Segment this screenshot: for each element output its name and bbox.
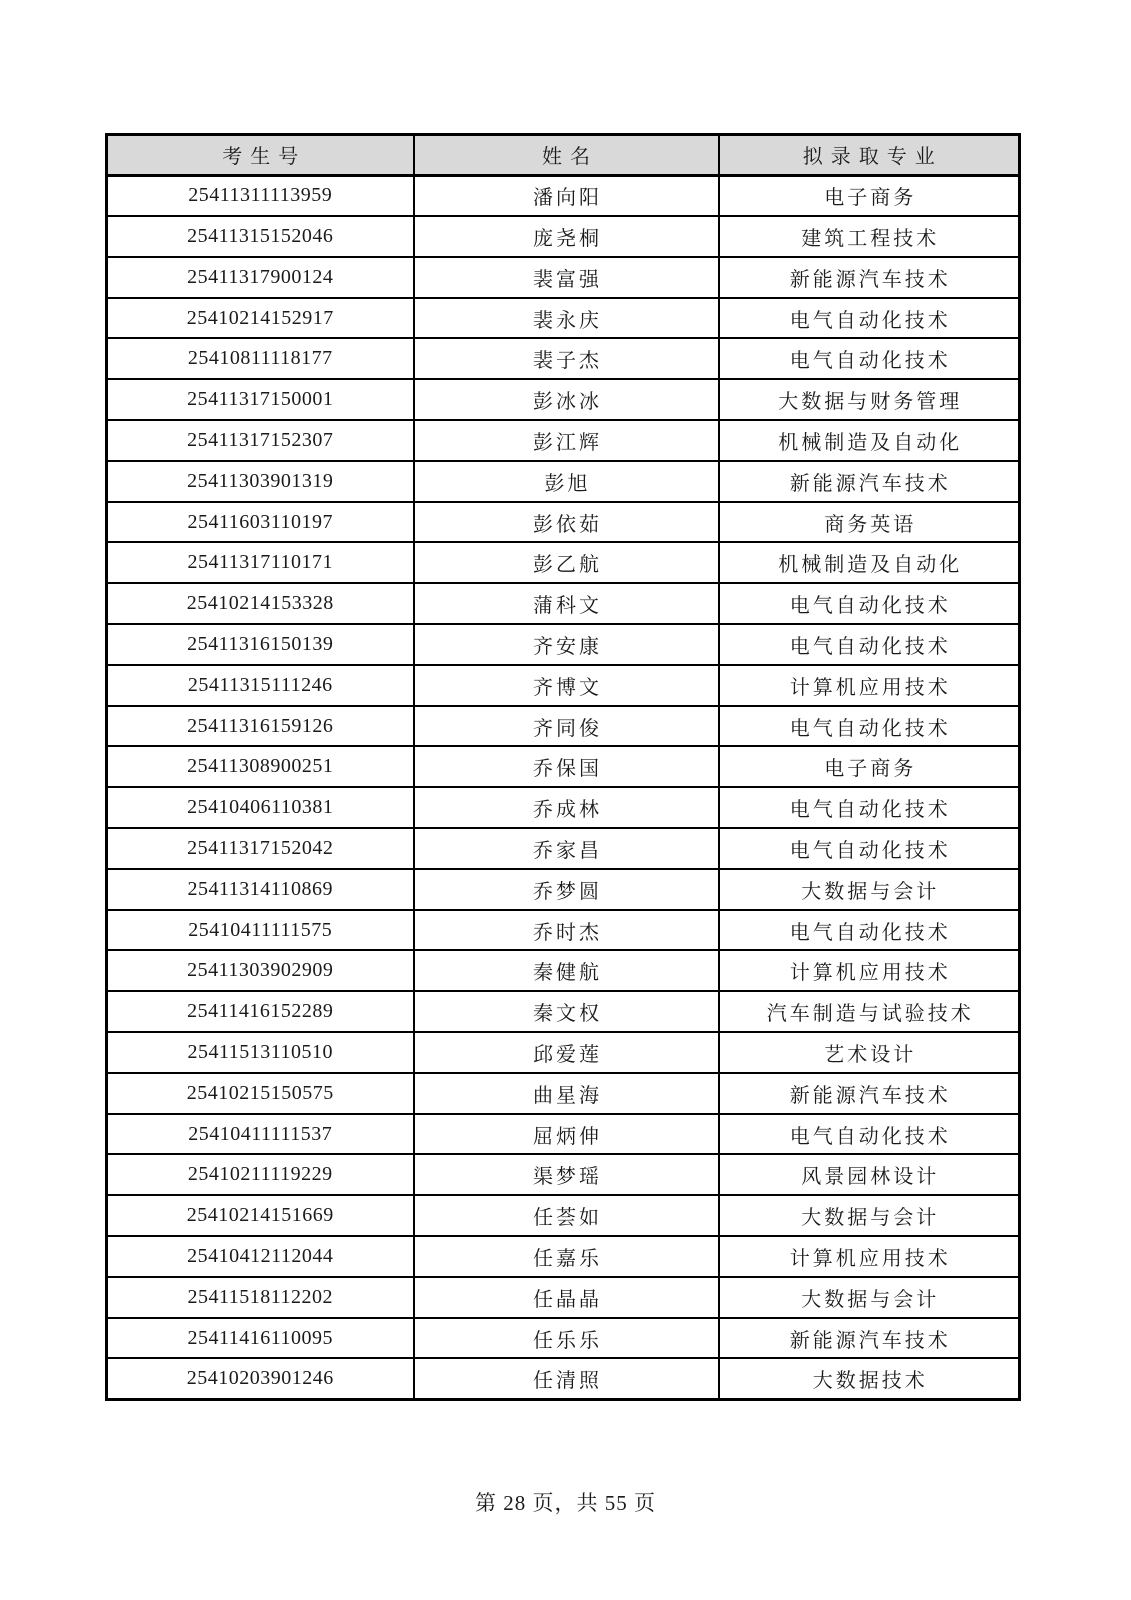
major-cell: 电子商务 bbox=[719, 746, 1020, 787]
table-row bbox=[107, 1073, 1020, 1114]
major-cell: 商务英语 bbox=[719, 502, 1020, 543]
admission-list-table bbox=[105, 133, 1021, 1401]
major-cell: 电气自动化技术 bbox=[719, 706, 1020, 747]
table-row bbox=[107, 828, 1020, 869]
name-cell: 曲星海 bbox=[414, 1073, 719, 1114]
table-row bbox=[107, 787, 1020, 828]
table-row bbox=[107, 1114, 1020, 1155]
table-row bbox=[107, 542, 1020, 583]
name-cell: 屈炳伸 bbox=[414, 1114, 719, 1155]
candidate-id-cell: 25411416110095 bbox=[107, 1318, 414, 1359]
candidate-id-cell: 25411317152307 bbox=[107, 420, 414, 461]
name-cell: 乔时杰 bbox=[414, 910, 719, 951]
major-cell: 电气自动化技术 bbox=[719, 910, 1020, 951]
major-cell: 大数据技术 bbox=[719, 1358, 1020, 1399]
candidate-id-cell: 25410215150575 bbox=[107, 1073, 414, 1114]
name-cell: 渠梦瑶 bbox=[414, 1154, 719, 1195]
name-cell: 任晶晶 bbox=[414, 1277, 719, 1318]
candidate-id-cell: 25410214153328 bbox=[107, 583, 414, 624]
table-row bbox=[107, 746, 1020, 787]
candidate-id-cell: 25411513110510 bbox=[107, 1032, 414, 1073]
table-row bbox=[107, 1318, 1020, 1359]
candidate-id-cell: 25411317110171 bbox=[107, 542, 414, 583]
name-cell: 彭乙航 bbox=[414, 542, 719, 583]
candidate-id-cell: 25411303901319 bbox=[107, 461, 414, 502]
major-cell: 新能源汽车技术 bbox=[719, 461, 1020, 502]
name-cell: 乔保国 bbox=[414, 746, 719, 787]
table-row bbox=[107, 298, 1020, 339]
table-row bbox=[107, 420, 1020, 461]
major-cell: 大数据与会计 bbox=[719, 1277, 1020, 1318]
major-cell: 电气自动化技术 bbox=[719, 787, 1020, 828]
major-cell: 新能源汽车技术 bbox=[719, 1318, 1020, 1359]
name-cell: 乔成林 bbox=[414, 787, 719, 828]
name-cell: 彭冰冰 bbox=[414, 379, 719, 420]
name-cell: 裴永庆 bbox=[414, 298, 719, 339]
candidate-id-cell: 25410412112044 bbox=[107, 1236, 414, 1277]
name-cell: 秦文权 bbox=[414, 991, 719, 1032]
candidate-id-cell: 25411317150001 bbox=[107, 379, 414, 420]
table-row bbox=[107, 1236, 1020, 1277]
candidate-id-cell: 25411317152042 bbox=[107, 828, 414, 869]
name-cell: 任荟如 bbox=[414, 1195, 719, 1236]
name-cell: 任乐乐 bbox=[414, 1318, 719, 1359]
name-cell: 彭旭 bbox=[414, 461, 719, 502]
table-row bbox=[107, 950, 1020, 991]
table-row bbox=[107, 1032, 1020, 1073]
candidate-id-cell: 25410406110381 bbox=[107, 787, 414, 828]
major-cell: 大数据与会计 bbox=[719, 1195, 1020, 1236]
major-cell: 电气自动化技术 bbox=[719, 624, 1020, 665]
table-row bbox=[107, 502, 1020, 543]
name-cell: 邱爱莲 bbox=[414, 1032, 719, 1073]
candidate-id-cell: 25410214152917 bbox=[107, 298, 414, 339]
candidate-id-cell: 25410214151669 bbox=[107, 1195, 414, 1236]
major-cell: 建筑工程技术 bbox=[719, 216, 1020, 257]
major-cell: 风景园林设计 bbox=[719, 1154, 1020, 1195]
major-cell: 电气自动化技术 bbox=[719, 1114, 1020, 1155]
header-name: 姓名 bbox=[414, 135, 719, 176]
candidate-id-cell: 25411603110197 bbox=[107, 502, 414, 543]
candidate-id-cell: 25411316159126 bbox=[107, 706, 414, 747]
name-cell: 庞尧桐 bbox=[414, 216, 719, 257]
major-cell: 新能源汽车技术 bbox=[719, 257, 1020, 298]
table-row bbox=[107, 991, 1020, 1032]
table-row bbox=[107, 461, 1020, 502]
major-cell: 电气自动化技术 bbox=[719, 583, 1020, 624]
name-cell: 潘向阳 bbox=[414, 175, 719, 216]
name-cell: 任嘉乐 bbox=[414, 1236, 719, 1277]
candidate-id-cell: 25410411111575 bbox=[107, 910, 414, 951]
table-row bbox=[107, 706, 1020, 747]
major-cell: 计算机应用技术 bbox=[719, 950, 1020, 991]
major-cell: 艺术设计 bbox=[719, 1032, 1020, 1073]
major-cell: 计算机应用技术 bbox=[719, 665, 1020, 706]
candidate-id-cell: 25411416152289 bbox=[107, 991, 414, 1032]
candidate-id-cell: 25410203901246 bbox=[107, 1358, 414, 1399]
name-cell: 秦健航 bbox=[414, 950, 719, 991]
major-cell: 电子商务 bbox=[719, 175, 1020, 216]
table-row bbox=[107, 1358, 1020, 1399]
table-row bbox=[107, 379, 1020, 420]
name-cell: 蒲科文 bbox=[414, 583, 719, 624]
major-cell: 新能源汽车技术 bbox=[719, 1073, 1020, 1114]
name-cell: 乔家昌 bbox=[414, 828, 719, 869]
major-cell: 大数据与财务管理 bbox=[719, 379, 1020, 420]
name-cell: 乔梦圆 bbox=[414, 869, 719, 910]
table-row bbox=[107, 338, 1020, 379]
table-row bbox=[107, 1277, 1020, 1318]
major-cell: 电气自动化技术 bbox=[719, 338, 1020, 379]
page-number-footer: 第 28 页，共 55 页 bbox=[475, 1491, 656, 1515]
table-row bbox=[107, 175, 1020, 216]
candidate-id-cell: 25411317900124 bbox=[107, 257, 414, 298]
name-cell: 裴富强 bbox=[414, 257, 719, 298]
table-row bbox=[107, 1195, 1020, 1236]
table-row bbox=[107, 216, 1020, 257]
candidate-id-cell: 25411314110869 bbox=[107, 869, 414, 910]
candidate-id-cell: 25410211119229 bbox=[107, 1154, 414, 1195]
major-cell: 汽车制造与试验技术 bbox=[719, 991, 1020, 1032]
name-cell: 裴子杰 bbox=[414, 338, 719, 379]
table-body bbox=[107, 175, 1020, 1399]
major-cell: 大数据与会计 bbox=[719, 869, 1020, 910]
candidate-id-cell: 25410411111537 bbox=[107, 1114, 414, 1155]
table-row bbox=[107, 910, 1020, 951]
candidate-id-cell: 25411316150139 bbox=[107, 624, 414, 665]
table-row bbox=[107, 624, 1020, 665]
name-cell: 彭江辉 bbox=[414, 420, 719, 461]
header-admitted-major: 拟录取专业 bbox=[719, 135, 1020, 176]
major-cell: 电气自动化技术 bbox=[719, 828, 1020, 869]
candidate-id-cell: 25411303902909 bbox=[107, 950, 414, 991]
header-candidate-id: 考生号 bbox=[107, 135, 414, 176]
major-cell: 计算机应用技术 bbox=[719, 1236, 1020, 1277]
candidate-id-cell: 25411315111246 bbox=[107, 665, 414, 706]
name-cell: 彭依茹 bbox=[414, 502, 719, 543]
name-cell: 齐博文 bbox=[414, 665, 719, 706]
major-cell: 机械制造及自动化 bbox=[719, 420, 1020, 461]
name-cell: 齐安康 bbox=[414, 624, 719, 665]
major-cell: 电气自动化技术 bbox=[719, 298, 1020, 339]
candidate-id-cell: 25411311113959 bbox=[107, 175, 414, 216]
table-row bbox=[107, 1154, 1020, 1195]
table-row bbox=[107, 257, 1020, 298]
table-header-row bbox=[107, 135, 1020, 176]
table-row bbox=[107, 869, 1020, 910]
candidate-id-cell: 25411518112202 bbox=[107, 1277, 414, 1318]
candidate-id-cell: 25411308900251 bbox=[107, 746, 414, 787]
candidate-id-cell: 25411315152046 bbox=[107, 216, 414, 257]
name-cell: 任清照 bbox=[414, 1358, 719, 1399]
candidate-id-cell: 25410811118177 bbox=[107, 338, 414, 379]
name-cell: 齐同俊 bbox=[414, 706, 719, 747]
table-row bbox=[107, 583, 1020, 624]
table-row bbox=[107, 665, 1020, 706]
major-cell: 机械制造及自动化 bbox=[719, 542, 1020, 583]
